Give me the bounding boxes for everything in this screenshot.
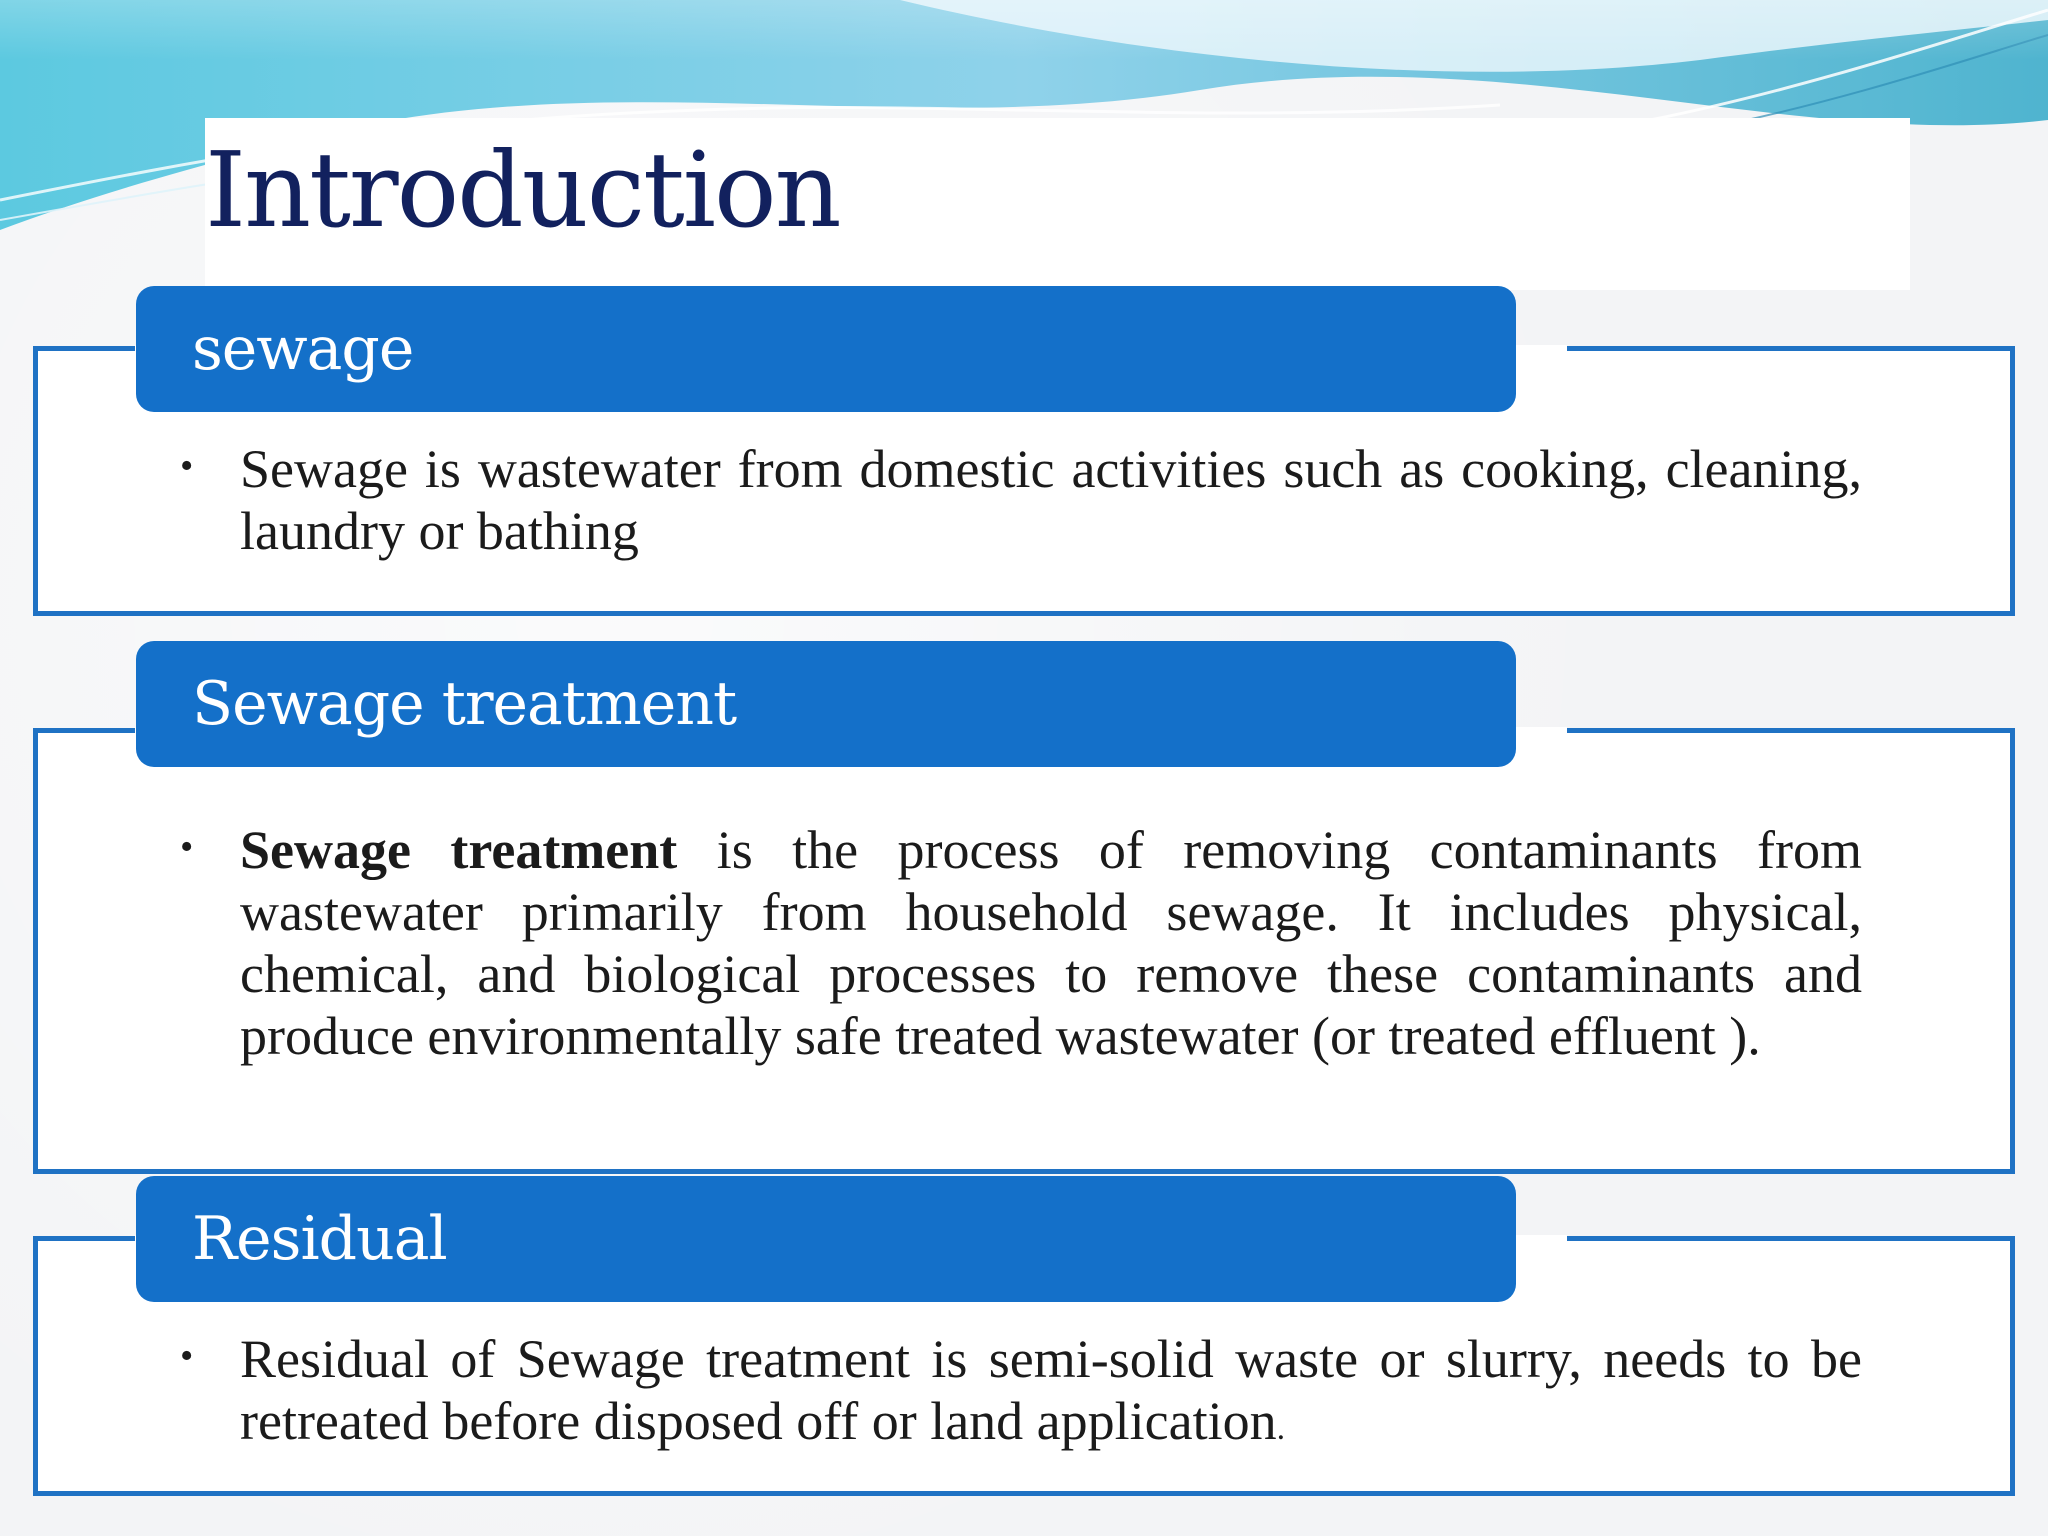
slide-title: Introduction — [205, 129, 840, 251]
bullet-text-rest: is the process of removing contaminants from wastewater primarily from household sewage. It includes physical, chemical, and biological processes to remove these contaminants and produce environmentally safe treated wastewater (or treated effluent ). — [240, 820, 1862, 1066]
section-header-label: Sewage treatment — [192, 669, 737, 739]
bullet-text — [240, 1328, 1862, 1460]
section-header-residual — [136, 1176, 1516, 1302]
section-body-sewage-treatment — [180, 819, 1862, 1067]
bullet-icon: • — [180, 445, 194, 487]
bullet-icon: • — [180, 1335, 194, 1377]
bullet-text-main: Residual of Sewage treatment is semi-solid waste or slurry, needs to be retreated before disposed off or land application — [240, 1329, 1862, 1451]
section-header-label: Residual — [192, 1204, 447, 1274]
bullet-icon: • — [180, 826, 194, 868]
bullet-text: Sewage is wastewater from domestic activities such as cooking, cleaning, laundry or bathing — [240, 439, 1862, 561]
section-header-label: sewage — [192, 314, 414, 384]
section-header-sewage — [136, 286, 1516, 412]
section-body-sewage — [180, 438, 1862, 562]
bullet-text — [240, 819, 1862, 1067]
bullet-period: . — [1276, 1410, 1286, 1447]
bold-term: Sewage treatment — [240, 820, 678, 880]
section-header-sewage-treatment — [136, 641, 1516, 767]
section-body-residual — [180, 1328, 1862, 1460]
